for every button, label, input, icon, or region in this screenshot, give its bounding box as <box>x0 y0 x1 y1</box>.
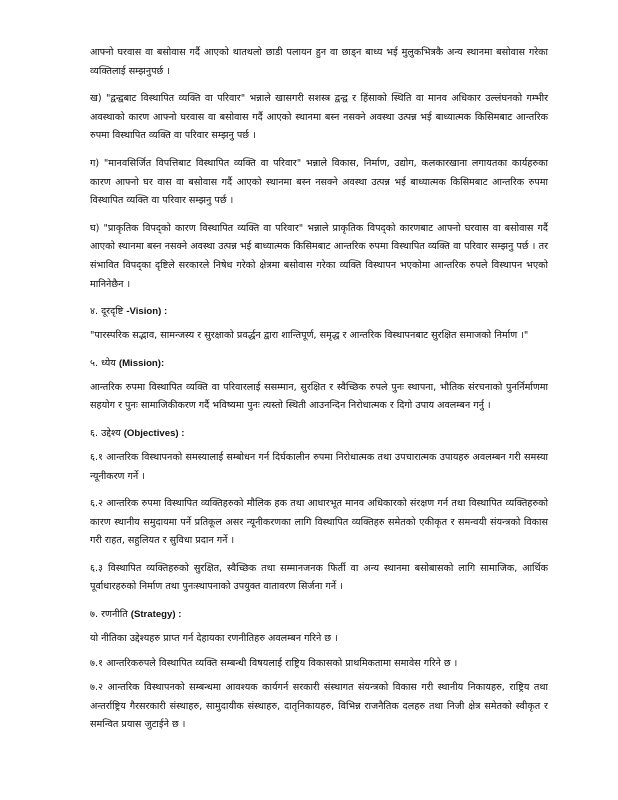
objectives-heading <box>90 425 548 443</box>
strategy-item: ७.१ आन्तरिकरुपले विस्थापित व्यक्ति सम्बन्धी विषयलाई राष्ट्रिय विकासको प्राथमिकतामा समावेस गरिने छ । <box>90 657 458 669</box>
vision-text: "पारस्परिक सद्भाव, सामन्जस्य र सुरक्षाको प्रवर्द्धन द्वारा शान्तिपूर्ण, समृद्ध र आन्तरिक विस्थापनबाट सुरक्षित समाजको निर्माण ।" <box>90 330 529 342</box>
definition-kha: ख) "द्वन्द्वबाट विस्थापित व्यक्ति वा परिवार" भन्नाले खासगरी सशस्त्र द्वन्द्व र हिंसाको स्थिति वा मानव अधिकार उल्लंघनको गम्भीर अवस्थाको कारण आफ्नो घरवास वा बसोवास गर्दै आएको स्थानमा बस्न नसक्ने अवस्था उत्पन्न भई बाध्यात्मक किसिमबाट आन्तरिक रुपमा विस्थापित व्यक्ति वा परिवार सम्झनु पर्छ । <box>90 93 548 142</box>
strategy-heading <box>90 606 548 624</box>
objective-item: ६.१ आन्तरिक विस्थापनको समस्यालाई सम्बोधन गर्न दिर्घकालीन रुपमा निरोधात्मक तथा उपचारात्मक उपायहरु अवलम्बन गरी समस्या न्यूनीकरण गर्ने । <box>90 451 548 482</box>
objective-item: ६.२ आन्तरिक रुपमा विस्थापित व्यक्तिहरुको मौलिक हक तथा आधारभूत मानव अधिकारको संरक्षण गर्न तथा विस्थापित व्यक्तिहरुको कारण स्थानीय समुदायमा पर्ने प्रतिकूल असर न्यूनीकरणका लागि विस्थापित व्यक्तिहरु समेतको एकीकृत र समन्वयी संयन्त्रको विकास गरी राहत, सहुलियत र सुविधा प्रदान गर्ने । <box>90 498 548 547</box>
mission-heading-ne: ५. ध्येय <box>90 357 119 369</box>
vision-heading <box>90 303 548 321</box>
vision-heading-ne: ४. दूरदृष्टि <box>90 306 127 318</box>
objectives-heading-en: (Objectives) : <box>123 427 185 439</box>
strategy-item: ७.२ आन्तरिक विस्थापनको सम्बन्धमा आवश्यक कार्यगर्न सरकारी संस्थागत संयन्त्रको विकास गरी स्थानीय निकायहरु, राष्ट्रिय तथा अन्तर्राष्ट्रिय गैरसरकारी संस्थाहरु, सामुदायीक संस्थाहरु, दातृनिकायहरु, विभिन्न राजनैतिक दलहरु तथा निजी क्षेत्र समेतको स्वीकृत र समन्वित प्रयास जुटाईने छ । <box>90 682 548 731</box>
objective-item: ६.३ विस्थापित व्यक्तिहरुको सुरक्षित, स्वैच्छिक तथा सम्मानजनक फिर्ती वा अन्य स्थानमा बसोबासको लागि सामाजिक, आर्थिक पूर्वाधारहरुको निर्माण तथा पुनःस्थापनाको उपयुक्त वातावरण सिर्जना गर्ने । <box>90 562 548 593</box>
strategy-intro: यो नीतिका उद्देश्यहरु प्राप्त गर्न देहायका रणनीतिहरु अवलम्बन गरिने छ । <box>90 633 338 645</box>
strategy-heading-ne: ७. रणनीति <box>90 609 131 621</box>
definition-gha: घ) "प्राकृतिक विपद्को कारण विस्थापित व्यक्ति वा परिवार" भन्नाले प्राकृतिक विपद्को कारणबाट आफ्नो घरवास वा बसोवास गर्दै आएको स्थानमा बस्न नसक्ने अवस्था उत्पन्न भई बाध्यात्मक किसिमबाट आन्तरिक रुपमा विस्थापित व्यक्ति वा परिवार सम्झनु पर्छ । तर संभावित विपद्का दृष्टिले सरकारले निषेध गरेको क्षेत्रमा बसोवास गरेका व्यक्ति विस्थापन भएकोमा आन्तरिक रुपले विस्थापन भएको मानिनेछैन । <box>90 222 548 290</box>
definition-ga: ग) "मानवसिर्जित विपत्तिबाट विस्थापित व्यक्ति वा परिवार" भन्नाले विकास, निर्माण, उद्योग, कलकारखाना लगायतका कार्यहरुका कारण आफ्नो घर वास वा बसोवास गर्दै आएको स्थानमा बस्न नसक्ने अवस्था उत्पन्न भई बाध्यात्मक किसिमबाट आन्तरिक रुपमा विस्थापित व्यक्ति वा परिवार सम्झनु पर्छ । <box>90 157 548 207</box>
strategy-heading-en: (Strategy) : <box>130 609 182 621</box>
mission-text: आन्तरिक रुपमा विस्थापित व्यक्ति वा परिवारलाई ससम्मान, सुरक्षित र स्वैच्छिक रुपले पुनः स्थापना, भौतिक संरचनाको पुनर्निर्माणमा सहयोग र पुनः सामाजिकीकरण गर्दै भविष्यमा पुनः त्यस्तो स्थिती आउनन्दिन निरोधात्मक र दिगो उपाय अवलम्बन गर्नु । <box>90 381 548 412</box>
document-page <box>90 44 548 735</box>
objectives-heading-ne: ६. उद्देश्य <box>90 427 124 439</box>
mission-heading <box>90 355 548 373</box>
mission-heading-en: (Mission): <box>118 357 165 369</box>
intro-paragraph: आफ्नो घरवास वा बसोवास गर्दै आएको थातथलो छाडी पलायन हुन वा छाड्न बाध्य भई मुलुकभित्रकै अन्य स्थानमा बसोवास गरेका व्यक्तिलाई सम्झनुपर्छ । <box>90 47 548 77</box>
vision-heading-en: -Vision) : <box>126 306 168 318</box>
